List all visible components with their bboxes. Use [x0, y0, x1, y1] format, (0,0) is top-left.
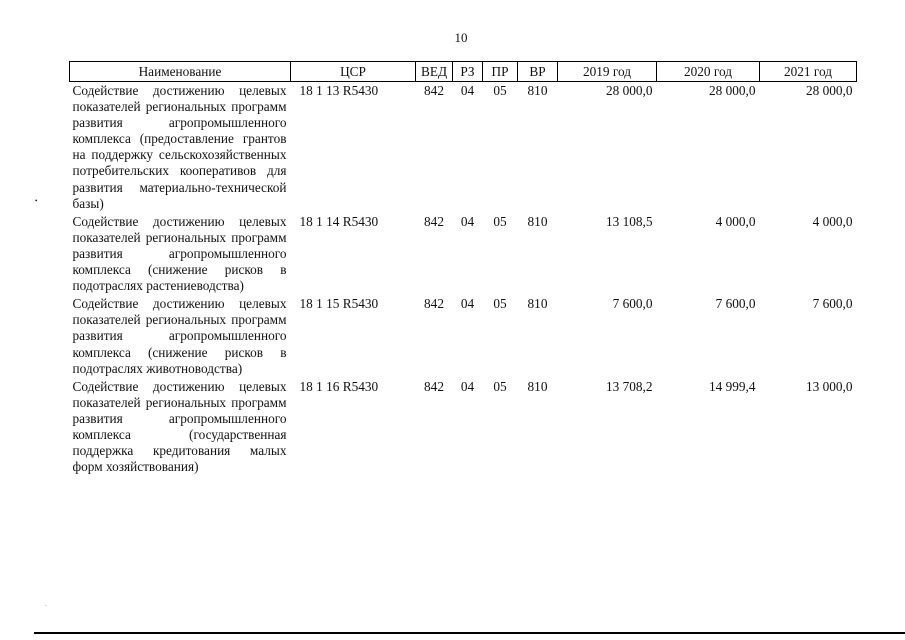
- page-bottom-edge: [34, 632, 905, 634]
- cell-pr: 05: [493, 213, 507, 229]
- table-header-row: [70, 62, 857, 82]
- header-2020: 2020 год: [657, 62, 760, 82]
- cell-pr: 05: [493, 378, 507, 394]
- cell-ved: 842: [424, 213, 444, 229]
- cell-name: Содействие достижению целевых показателей региональных программ развития агропромышленного комплекса (государственная поддержка кредитования малых форм хозяйствования): [72, 378, 287, 475]
- cell-2019: 13 708,2: [605, 378, 653, 394]
- cell-name: Содействие достижению целевых показателей региональных программ развития агропромышленного комплекса (предоставление грантов на поддержку сельскохозяйственных потребительских кооперативов для развития материально-технической базы): [72, 83, 287, 211]
- cell-csr: 18 1 13 R5430: [299, 83, 379, 98]
- cell-2019: 7 600,0: [612, 296, 653, 312]
- cell-vr: 810: [527, 378, 548, 394]
- cell-name: Содействие достижению целевых показателей региональных программ развития агропромышленного комплекса (снижение рисков в подотраслях животноводства): [72, 296, 287, 376]
- table-row: [70, 82, 857, 213]
- cell-rz: 04: [460, 378, 475, 394]
- table-row: [70, 295, 857, 377]
- header-2019: 2019 год: [558, 62, 657, 82]
- cell-ved: 842: [424, 378, 444, 394]
- header-rz: РЗ: [453, 62, 483, 82]
- cell-rz: 04: [460, 83, 475, 98]
- cell-csr: 18 1 16 R5430: [299, 378, 379, 394]
- cell-ved: 842: [424, 296, 444, 312]
- cell-csr: 18 1 14 R5430: [299, 213, 379, 229]
- cell-vr: 810: [527, 296, 548, 312]
- page-number: 10: [454, 30, 468, 45]
- cell-2020: 4 000,0: [715, 213, 756, 229]
- cell-2020: 14 999,4: [708, 378, 756, 394]
- header-csr: ЦСР: [291, 62, 416, 82]
- cell-pr: 05: [493, 296, 507, 312]
- scan-dash-mark: -: [45, 604, 47, 609]
- cell-2020: 28 000,0: [708, 83, 756, 98]
- header-pr: ПР: [483, 62, 518, 82]
- header-ved: ВЕД: [416, 62, 453, 82]
- cell-pr: 05: [493, 83, 507, 98]
- budget-table: [69, 61, 857, 476]
- cell-2021: 7 600,0: [812, 296, 853, 312]
- table-row: [70, 213, 857, 295]
- header-vr: ВР: [518, 62, 558, 82]
- cell-2020: 7 600,0: [715, 296, 756, 312]
- cell-name: Содействие достижению целевых показателей региональных программ развития агропромышленного комплекса (снижение рисков в подотраслях растениеводства): [72, 213, 287, 294]
- cell-2019: 28 000,0: [605, 83, 653, 98]
- scan-dot-mark: •: [35, 197, 38, 205]
- cell-vr: 810: [527, 83, 548, 98]
- table-row: [70, 378, 857, 477]
- header-2021: 2021 год: [760, 62, 857, 82]
- cell-2021: 4 000,0: [812, 213, 853, 229]
- header-name: Наименование: [70, 62, 291, 82]
- cell-2019: 13 108,5: [605, 213, 653, 229]
- cell-2021: 13 000,0: [805, 378, 853, 394]
- cell-rz: 04: [460, 213, 475, 229]
- cell-rz: 04: [460, 296, 475, 312]
- cell-ved: 842: [424, 83, 444, 98]
- cell-vr: 810: [527, 213, 548, 229]
- cell-2021: 28 000,0: [805, 83, 853, 98]
- cell-csr: 18 1 15 R5430: [299, 296, 379, 312]
